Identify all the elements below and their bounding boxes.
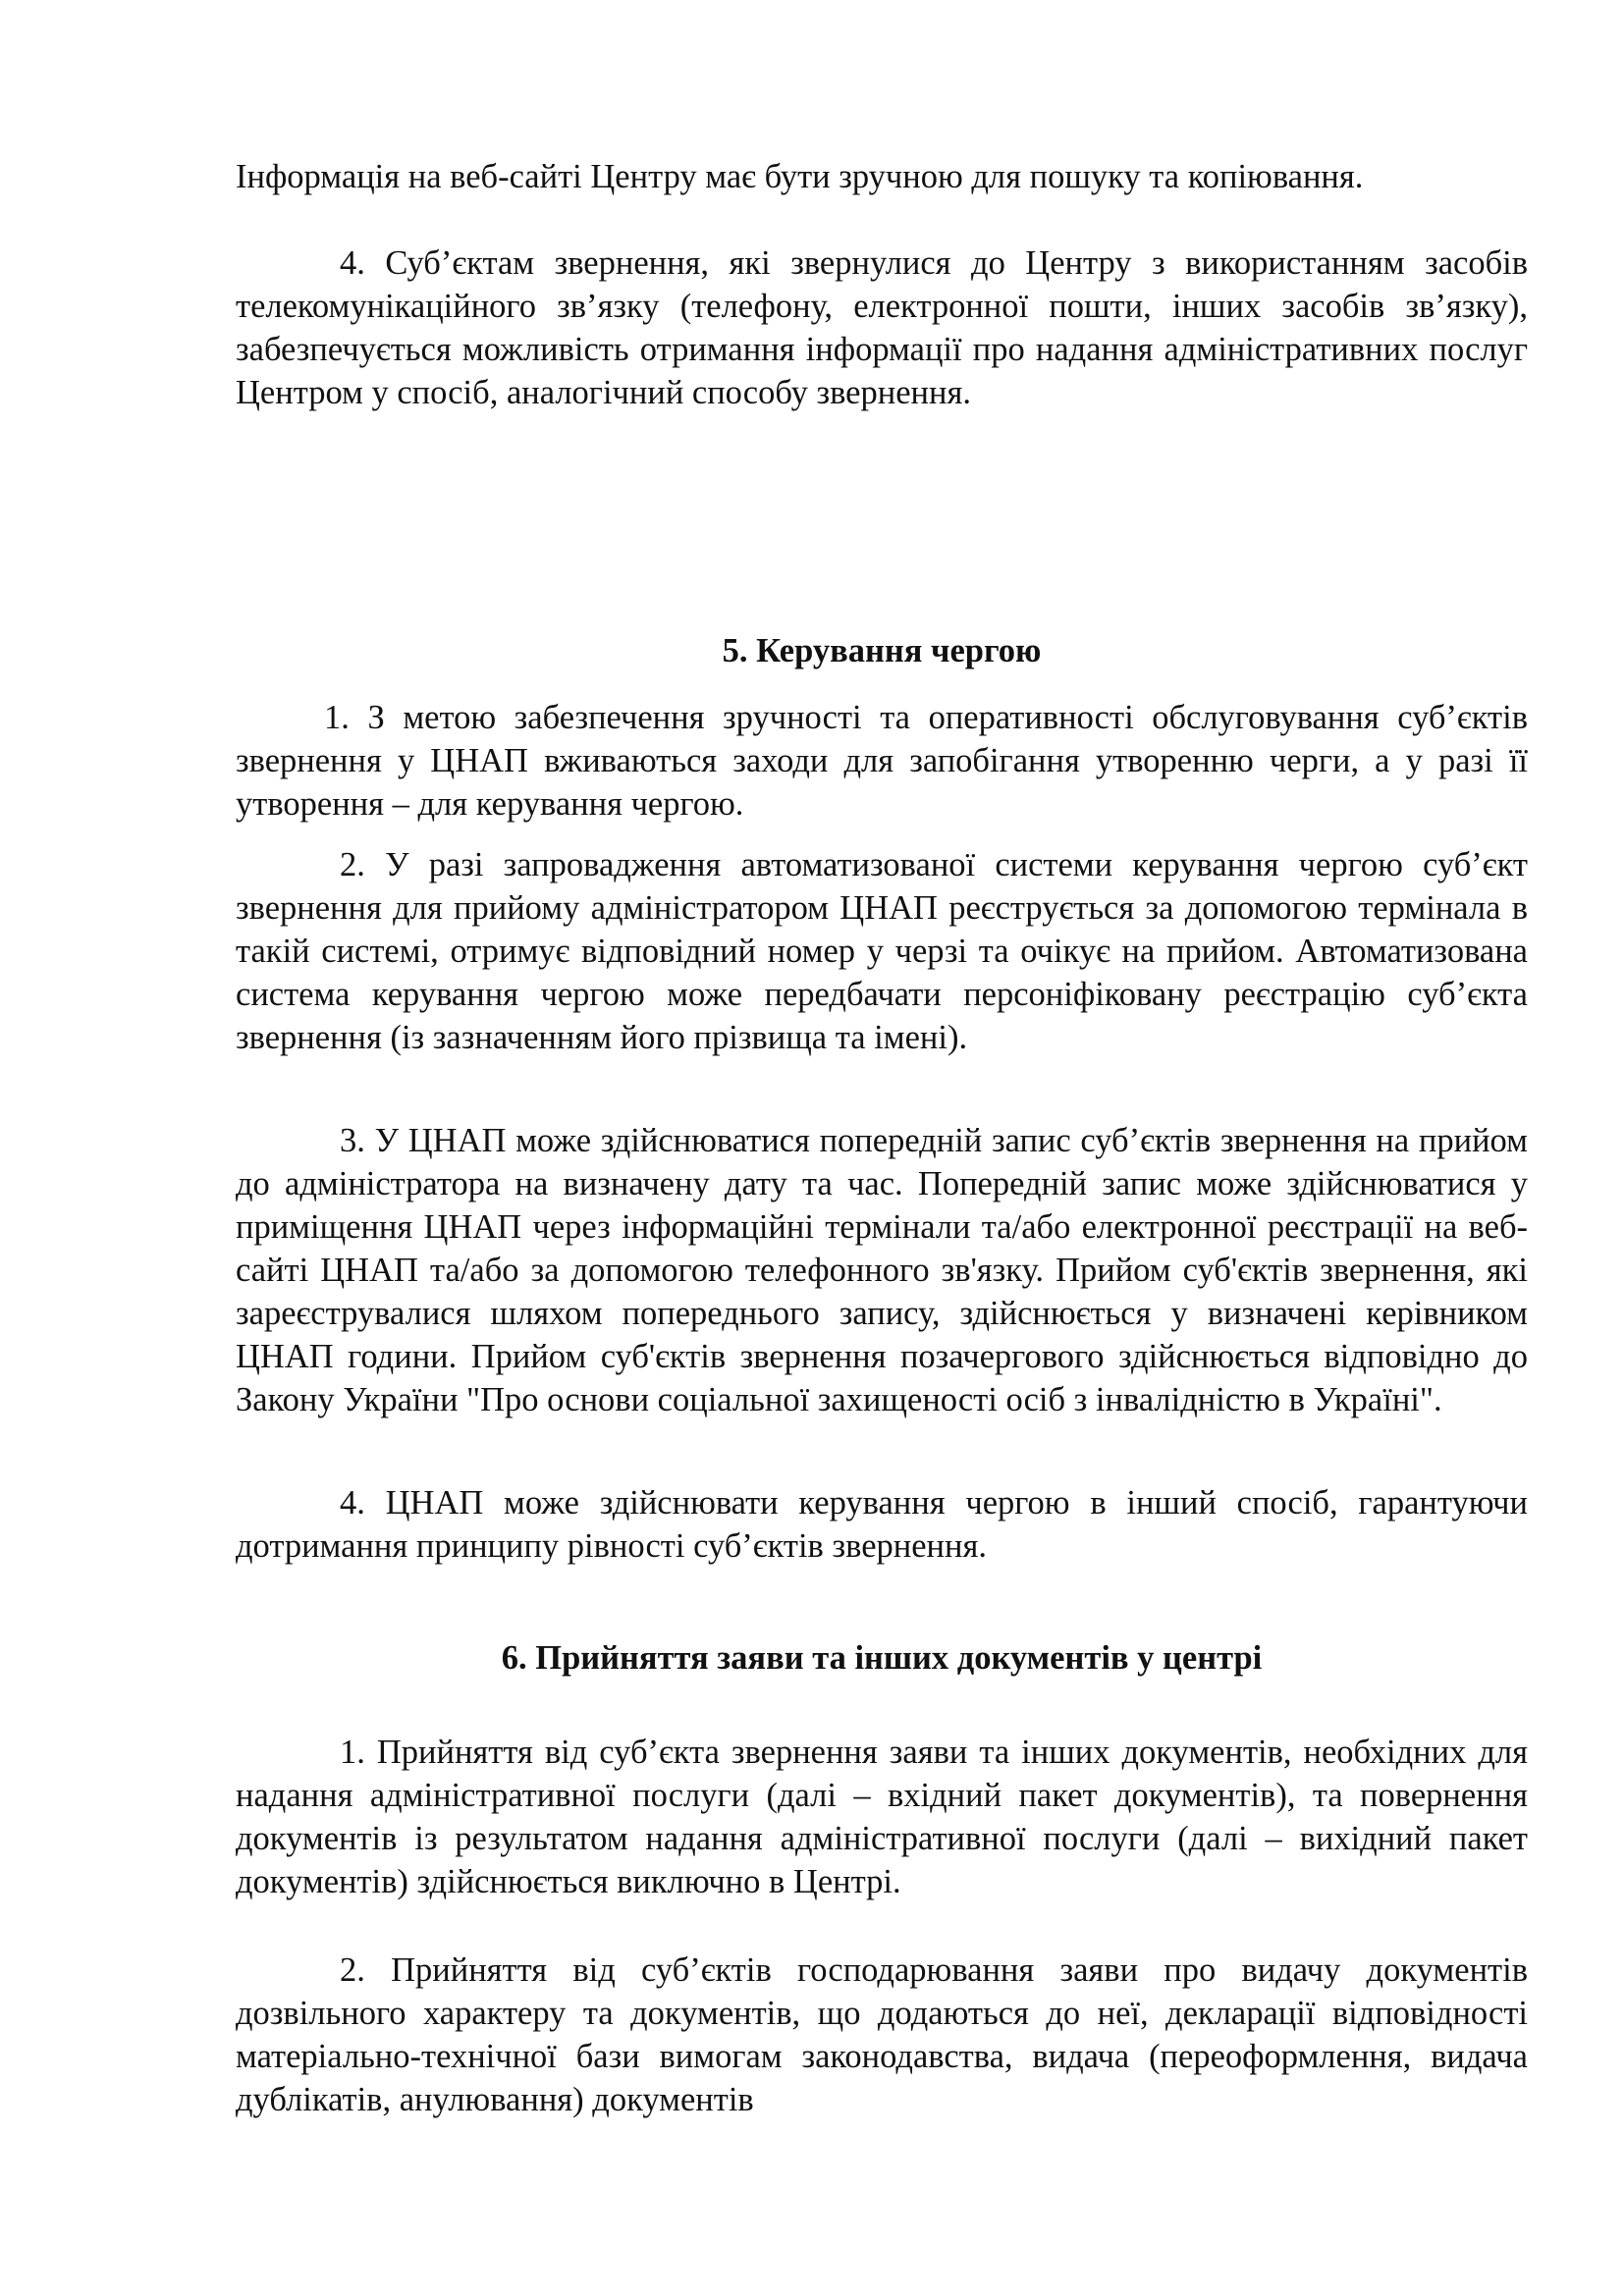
paragraph-intro: Інформація на веб-сайті Центру має бути зручною для пошуку та копіювання. bbox=[236, 158, 1364, 195]
paragraph-5-4: 4. ЦНАП може здійснювати керування чергою в інший спосіб, гарантуючи дотримання принципу рівності суб’єктів звернення. bbox=[236, 1484, 1528, 1565]
section-heading-5: 5. Керування чергою bbox=[722, 632, 1042, 669]
paragraph-5-1: 1. З метою забезпечення зручності та оперативності обслуговування суб’єктів звернення у ЦНАП вживаються заходи для запобігання утворенню черги, а у разі її утворення – для керування чергою. bbox=[236, 699, 1528, 823]
paragraph-5-2: 2. У разі запровадження автоматизованої системи керування чергою суб’єкт звернення для прийому адміністратором ЦНАП реєструється за допомогою термінала в такій системі, отримує відповідний номер у черзі та очікує на прийом. Автоматизована система керування чергою може передбачати персоніфіковану реєстрацію суб’єкта звернення (із зазначенням його прізвища та імені). bbox=[236, 846, 1528, 1056]
paragraph-6-2: 2. Прийняття від суб’єктів господарювання заяви про видачу документів дозвільного характеру та документів, що додаються до неї, декларації відповідності матеріально-технічної бази вимогам законодавства, видача (переоформлення, видача дублікатів, анулювання) документів bbox=[236, 1951, 1528, 2118]
section-heading-6: 6. Прийняття заяви та інших документів у центрі bbox=[501, 1639, 1263, 1677]
paragraph-5-3: 3. У ЦНАП може здійснюватися попередній запис суб’єктів звернення на прийом до адміністратора на визначену дату та час. Попередній запис може здійснюватися у приміщення ЦНАП через інформаційні термінали та/або електронної реєстрації на веб-сайті ЦНАП та/або за допомогою телефонного зв'язку. Прийом суб'єктів звернення, які зареєструвалися шляхом попереднього запису, здійснюється у визначені керівником ЦНАП години. Прийом суб'єктів звернення позачергового здійснюється відповідно до Закону України "Про основи соціальної захищеності осіб з інвалідністю в Україні". bbox=[236, 1122, 1528, 1418]
paragraph-6-1: 1. Прийняття від суб’єкта звернення заяви та інших документів, необхідних для надання адміністративної послуги (далі – вхідний пакет документів), та повернення документів із результатом надання адміністративної послуги (далі – вихідний пакет документів) здійснюється виключно в Центрі. bbox=[236, 1734, 1528, 1900]
paragraph-4: 4. Суб’єктам звернення, які звернулися до Центру з використанням засобів телекомунікаційного зв’язку (телефону, електронної пошти, інших засобів зв’язку), забезпечується можливість отримання інформації про надання адміністративних послуг Центром у спосіб, аналогічний способу звернення. bbox=[236, 244, 1528, 411]
